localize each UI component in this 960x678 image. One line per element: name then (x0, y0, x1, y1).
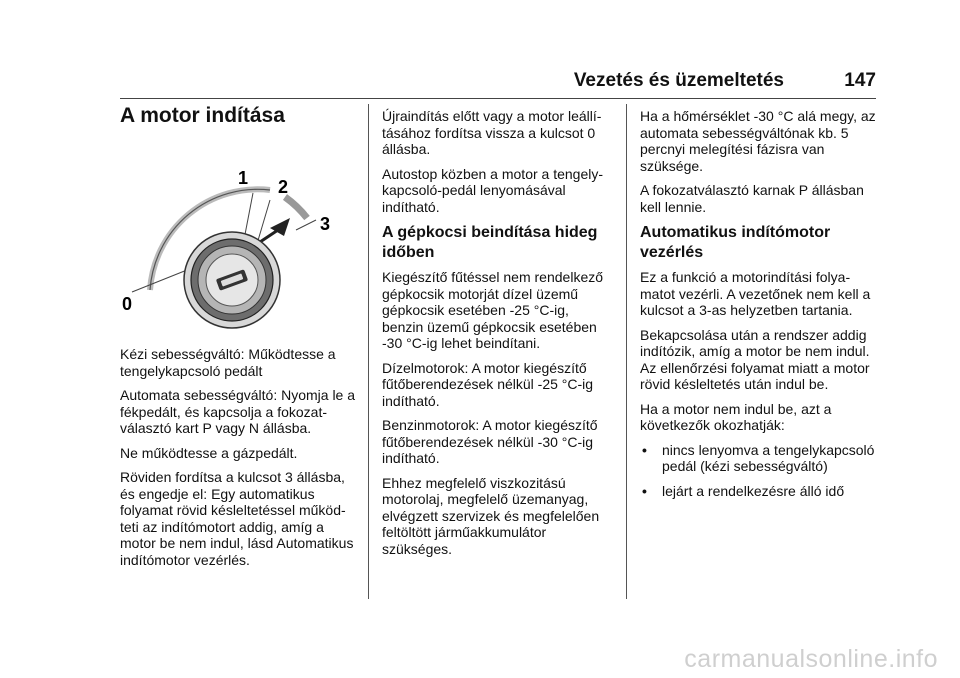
column-divider-1 (368, 104, 369, 599)
tick-pos0 (132, 268, 192, 292)
page-header (120, 70, 876, 100)
paragraph: Benzinmotorok: A motor kiegészítő fűtőberendezések nélkül -30 °C-ig indítható. (382, 417, 598, 466)
label-pos3: 3 (320, 214, 331, 234)
ignition-switch-illustration (120, 150, 350, 350)
paragraph: Ha a hőmérséklet -30 °C alá megy, az automata sebességváltónak kb. 5 percnyi melegítési fázisra van szüksége. (640, 108, 876, 174)
section-title: A motor indítása (120, 104, 285, 127)
column-1 (120, 104, 360, 588)
cause-list (640, 442, 876, 500)
paragraph: Újraindítás előtt vagy a motor leállításához fordítsa vissza a kulcsot 0 állásba. (382, 108, 602, 157)
ignition-switch-figure (120, 150, 350, 350)
paragraph: Dízelmotorok: A motor kiegészítő fűtőberendezések nélkül -25 °C-ig indítható. (382, 359, 594, 409)
paragraph: Automata sebességváltó: Nyomja le a fékpedált, és kapcsolja a fokozatválasztó kart P vagy N állásba. (120, 387, 356, 436)
subheading-cold-start: A gépkocsi beindítása hideg időben (382, 224, 598, 261)
paragraph: Kiegészítő fűtéssel nem rendelkező gépkocsik motorját dízel üzemű gépkocsik esetében -25 °C-ig, benzin üzemű gépkocsik esetében -30 °C-ig lehet beindítani. (382, 269, 604, 351)
paragraph: Ha a motor nem indul be, azt a következők okozhatják: (640, 400, 832, 433)
paragraph: A fokozatválasztó karnak P állásban kell lennie. (640, 182, 864, 215)
label-pos0: 0 (122, 294, 133, 314)
label-pos1: 1 (238, 168, 249, 188)
column-1-text (120, 346, 356, 576)
column-3 (640, 108, 876, 507)
tick-pos3 (296, 220, 316, 230)
header-rule (120, 98, 876, 99)
list-item: • lejárt a rendelkezésre álló idő (640, 483, 876, 500)
list-item: • nincs lenyomva a tengelykapcsoló pedál (kézi sebességváltó) (640, 442, 876, 475)
column-2 (382, 108, 614, 565)
paragraph: Ez a funkció a motorindítási folyamatot vezérli. A vezetőnek nem kell a kulcsot a 3-as helyzetben tartania. (640, 269, 871, 318)
watermark: carmanualsonline.info (684, 645, 938, 673)
header-title: Vezetés és üzemeltetés (573, 70, 784, 91)
column-divider-2 (626, 104, 627, 599)
paragraph: Ehhez megfelelő viszkozitású motorolaj, megfelelő üzemanyag, elvégzett szervizek és megfelelően feltöltött járműakkumulátor szükséges. (382, 474, 600, 557)
paragraph: Autostop közben a motor a tengelykapcsoló-pedál lenyomásával indítható. (382, 165, 604, 215)
start-arc (285, 197, 307, 218)
subheading-auto-starter: Automatikus indítómotor vezérlés (640, 224, 831, 261)
paragraph: Kézi sebességváltó: Működtesse a tengelykapcsoló pedált (120, 346, 336, 379)
label-pos2: 2 (278, 177, 289, 197)
page-number: 147 (844, 70, 876, 91)
paragraph: Ne működtesse a gázpedált. (120, 444, 298, 461)
paragraph: Röviden fordítsa a kulcsot 3 állásba, és engedje el: Egy automatikus folyamat rövid késleltetéssel működteti az indítómotort addig, amíg a motor be nem indul, lásd Automatikus indítómotor vezérlés. (120, 469, 354, 568)
paragraph: Bekapcsolása után a rendszer addig indítózik, amíg a motor be nem indul. Az ellenőrzési folyamat miatt a motor rövid késleltetés után indul be. (640, 326, 870, 392)
